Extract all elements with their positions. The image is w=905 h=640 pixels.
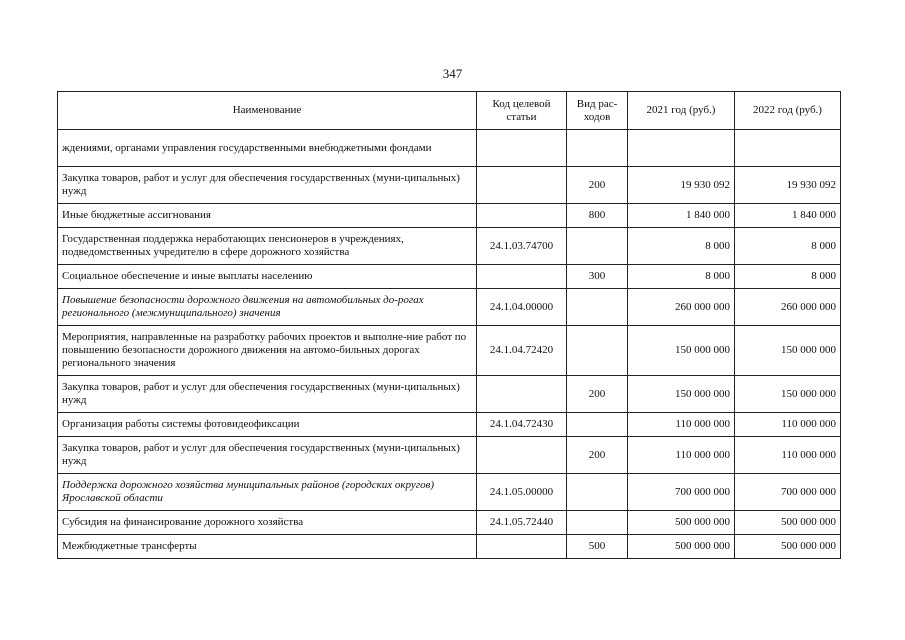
table-row — [58, 413, 841, 437]
table-row — [58, 228, 841, 265]
row-name: Иные бюджетные ассигнования — [58, 204, 477, 228]
table-row — [58, 265, 841, 289]
row-name: Мероприятия, направленные на разработку рабочих проектов и выполне-ние работ по повышению безопасности дорожного движения на автомо-бильных дорогах регионального значения — [58, 326, 477, 376]
row-code — [477, 167, 567, 204]
row-2021: 1 840 000 — [628, 204, 735, 228]
row-2021: 110 000 000 — [628, 437, 735, 474]
page-number: 347 — [442, 66, 463, 81]
row-kind — [567, 511, 628, 535]
table-row — [58, 289, 841, 326]
row-2022: 8 000 — [735, 265, 841, 289]
header-2022: 2022 год (руб.) — [735, 92, 841, 130]
row-2022: 19 930 092 — [735, 167, 841, 204]
row-kind: 800 — [567, 204, 628, 228]
row-code — [477, 204, 567, 228]
row-code — [477, 265, 567, 289]
row-kind: 500 — [567, 535, 628, 559]
row-kind: 200 — [567, 167, 628, 204]
table-row — [58, 535, 841, 559]
row-2022: 1 840 000 — [735, 204, 841, 228]
row-2021: 500 000 000 — [628, 535, 735, 559]
table-row — [58, 437, 841, 474]
row-name: Социальное обеспечение и иные выплаты населению — [58, 265, 477, 289]
row-2022: 110 000 000 — [735, 413, 841, 437]
row-2021: 150 000 000 — [628, 376, 735, 413]
row-kind — [567, 228, 628, 265]
table-body — [58, 130, 841, 559]
row-2021: 19 930 092 — [628, 167, 735, 204]
row-2021: 150 000 000 — [628, 326, 735, 376]
row-name: Закупка товаров, работ и услуг для обеспечения государственных (муни-ципальных) нужд — [58, 437, 477, 474]
header-name: Наименование — [58, 92, 477, 130]
row-code — [477, 437, 567, 474]
header-code: Код целевой статьи — [477, 92, 567, 130]
row-kind: 200 — [567, 376, 628, 413]
row-2021: 500 000 000 — [628, 511, 735, 535]
row-code: 24.1.04.72430 — [477, 413, 567, 437]
row-2022: 260 000 000 — [735, 289, 841, 326]
row-name: Повышение безопасности дорожного движения на автомобильных до-рогах регионального (межмуниципального) значения — [58, 289, 477, 326]
row-kind — [567, 326, 628, 376]
row-2021: 260 000 000 — [628, 289, 735, 326]
row-2022: 700 000 000 — [735, 474, 841, 511]
row-name: Субсидия на финансирование дорожного хозяйства — [58, 511, 477, 535]
table-row — [58, 474, 841, 511]
table-row — [58, 167, 841, 204]
row-code — [477, 376, 567, 413]
row-2022: 500 000 000 — [735, 511, 841, 535]
budget-table — [57, 91, 841, 559]
row-2022: 150 000 000 — [735, 376, 841, 413]
row-2021: 8 000 — [628, 228, 735, 265]
table-row — [58, 376, 841, 413]
row-2021: 8 000 — [628, 265, 735, 289]
table-row — [58, 204, 841, 228]
row-name: Закупка товаров, работ и услуг для обеспечения государственных (муни-ципальных) нужд — [58, 167, 477, 204]
row-kind — [567, 130, 628, 167]
row-2021: 110 000 000 — [628, 413, 735, 437]
row-code: 24.1.04.00000 — [477, 289, 567, 326]
row-code: 24.1.05.00000 — [477, 474, 567, 511]
row-name: Закупка товаров, работ и услуг для обеспечения государственных (муни-ципальных) нужд — [58, 376, 477, 413]
table-header-row — [58, 92, 841, 130]
row-name: Организация работы системы фотовидеофиксации — [58, 413, 477, 437]
row-2022: 110 000 000 — [735, 437, 841, 474]
row-code: 24.1.05.72440 — [477, 511, 567, 535]
table-row — [58, 326, 841, 376]
row-2022: 150 000 000 — [735, 326, 841, 376]
row-2021: 700 000 000 — [628, 474, 735, 511]
header-2021: 2021 год (руб.) — [628, 92, 735, 130]
header-kind: Вид рас-ходов — [567, 92, 628, 130]
row-kind: 200 — [567, 437, 628, 474]
row-code — [477, 535, 567, 559]
row-2022: 8 000 — [735, 228, 841, 265]
row-name: Поддержка дорожного хозяйства муниципальных районов (городских округов) Ярославской области — [58, 474, 477, 511]
table-row — [58, 511, 841, 535]
row-name: Межбюджетные трансферты — [58, 535, 477, 559]
row-code — [477, 130, 567, 167]
row-2021 — [628, 130, 735, 167]
table-row — [58, 130, 841, 167]
row-name: ждениями, органами управления государственными внебюджетными фондами — [58, 130, 477, 167]
row-kind: 300 — [567, 265, 628, 289]
row-code: 24.1.04.72420 — [477, 326, 567, 376]
row-name: Государственная поддержка неработающих пенсионеров в учреждениях, подведомственных учредителю в сфере дорожного хозяйства — [58, 228, 477, 265]
row-2022 — [735, 130, 841, 167]
row-kind — [567, 474, 628, 511]
row-code: 24.1.03.74700 — [477, 228, 567, 265]
row-kind — [567, 413, 628, 437]
row-kind — [567, 289, 628, 326]
row-2022: 500 000 000 — [735, 535, 841, 559]
